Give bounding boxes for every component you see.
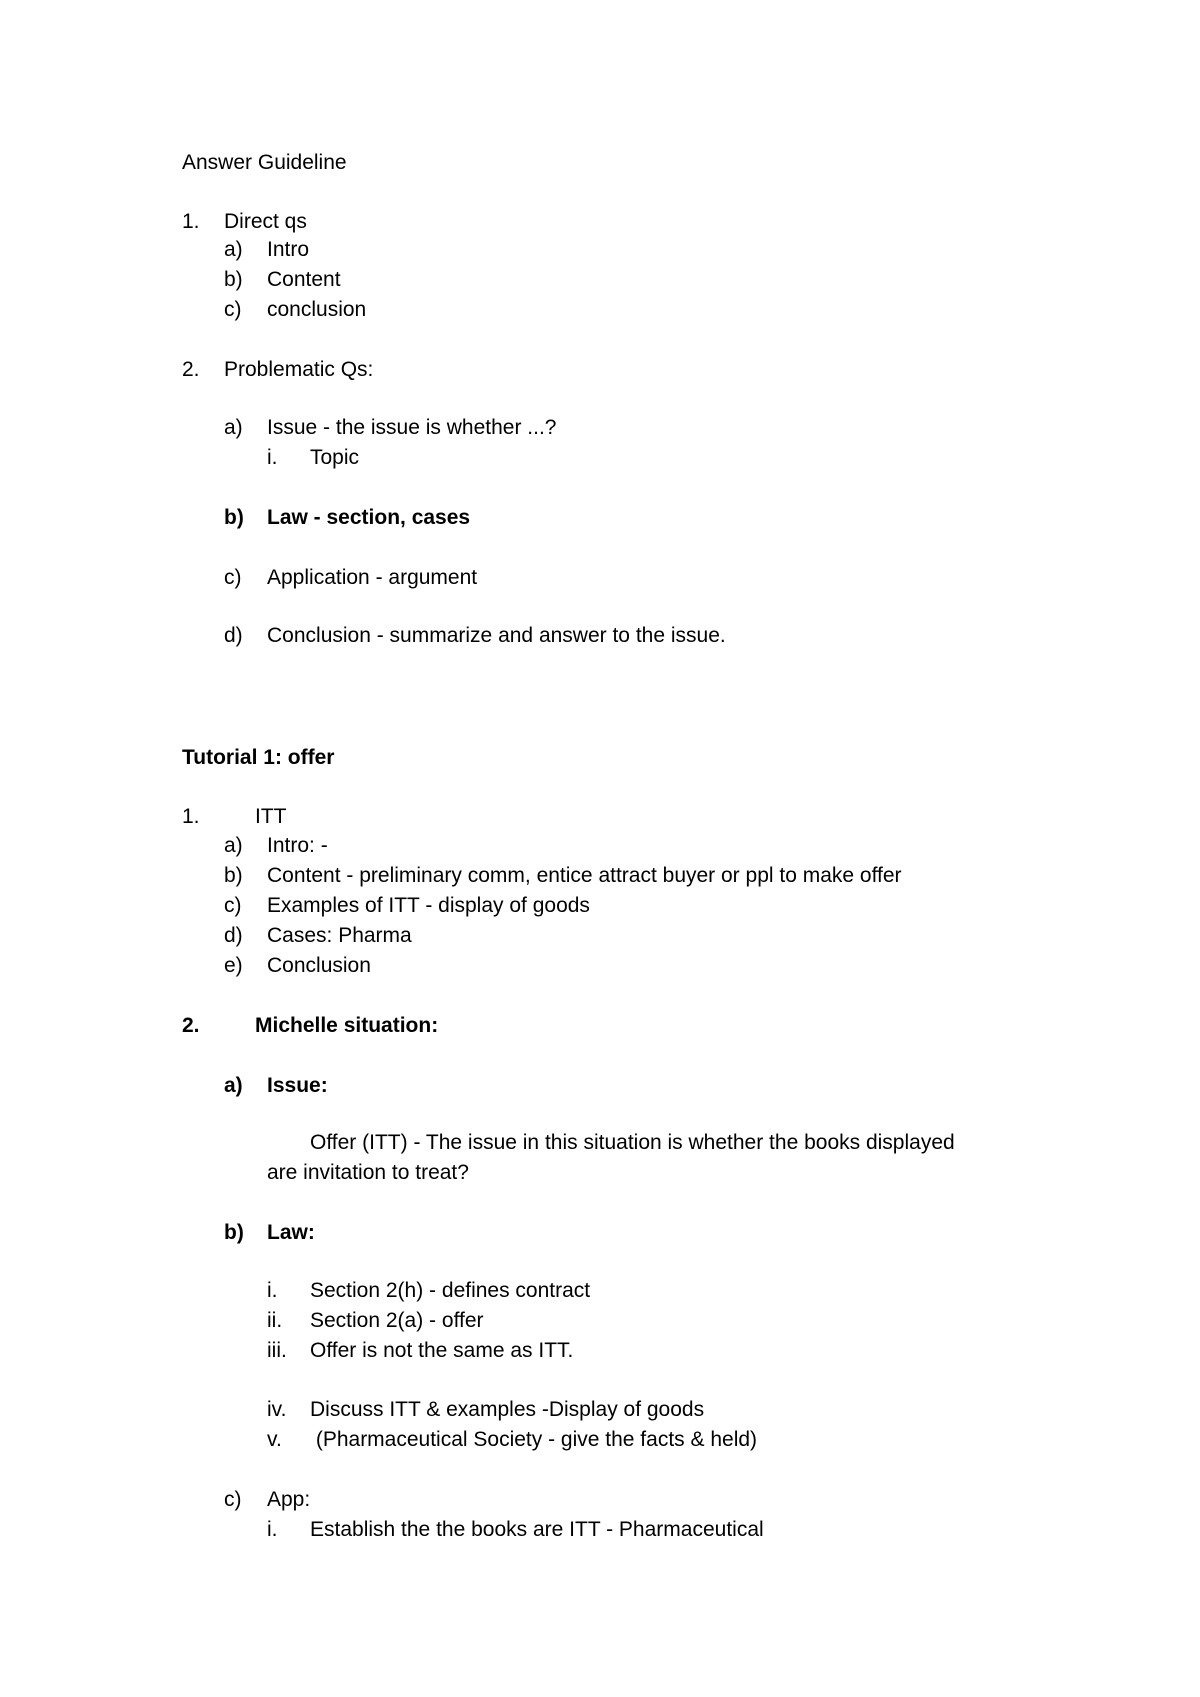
list-item: Section 2(h) - defines contract [310,1279,591,1302]
list-item: Issue - the issue is whether ...? [267,416,557,439]
list-item: Content - preliminary comm, entice attract buyer or ppl to make offer [267,864,902,887]
list-marker: a) [224,238,243,261]
list-item: Examples of ITT - display of goods [267,894,590,917]
list-number: 2. [182,358,200,381]
list-marker: b) [224,864,243,887]
list-item-label: Law: [267,1221,315,1244]
list-marker: a) [224,416,243,439]
list-marker: c) [224,1488,242,1511]
paragraph-line: Offer (ITT) - The issue in this situation is whether the books displayed [310,1131,955,1154]
list-marker: i. [267,1279,278,1302]
list-item: Intro [267,238,310,261]
paragraph-line: are invitation to treat? [267,1161,469,1184]
list-item: Cases: Pharma [267,924,412,947]
page-title: Answer Guideline [182,151,347,174]
list-item: Discuss ITT & examples -Display of goods [310,1398,705,1421]
list-marker: v. [267,1428,282,1451]
list-marker: iv. [267,1398,287,1421]
list-marker: c) [224,566,242,589]
list-item: Topic [310,446,360,469]
list-item-label: Michelle situation: [255,1014,439,1037]
list-marker: b) [224,1221,244,1244]
section-heading: Tutorial 1: offer [182,746,335,769]
list-number: 1. [182,210,200,233]
list-item: Offer is not the same as ITT. [310,1339,574,1362]
list-item-label: App: [267,1488,311,1511]
list-number: 1. [182,805,200,828]
list-marker: ii. [267,1309,283,1332]
list-item: Law - section, cases [267,506,471,529]
list-marker: i. [267,1518,278,1541]
list-marker: a) [224,834,243,857]
list-number: 2. [182,1014,200,1037]
list-marker: d) [224,624,243,647]
list-marker: a) [224,1074,243,1097]
list-marker: b) [224,268,243,291]
list-item: Section 2(a) - offer [310,1309,484,1332]
list-marker: i. [267,446,278,469]
list-item: (Pharmaceutical Society - give the facts & held) [310,1428,758,1451]
list-marker: d) [224,924,243,947]
list-item-label: ITT [255,805,287,828]
list-item: Application - argument [267,566,478,589]
list-item-label: Direct qs [224,210,307,233]
list-marker: b) [224,506,244,529]
list-marker: c) [224,894,242,917]
list-marker: iii. [267,1339,287,1362]
list-item: Intro: - [267,834,328,857]
list-item-label: Problematic Qs: [224,358,374,381]
list-marker: c) [224,298,242,321]
list-item: Content [267,268,341,291]
list-item-label: Issue: [267,1074,328,1097]
list-item: Conclusion [267,954,371,977]
list-item: conclusion [267,298,367,321]
list-item: Conclusion - summarize and answer to the issue. [267,624,726,647]
list-item: Establish the the books are ITT - Pharmaceutical [310,1518,764,1541]
list-marker: e) [224,954,243,977]
